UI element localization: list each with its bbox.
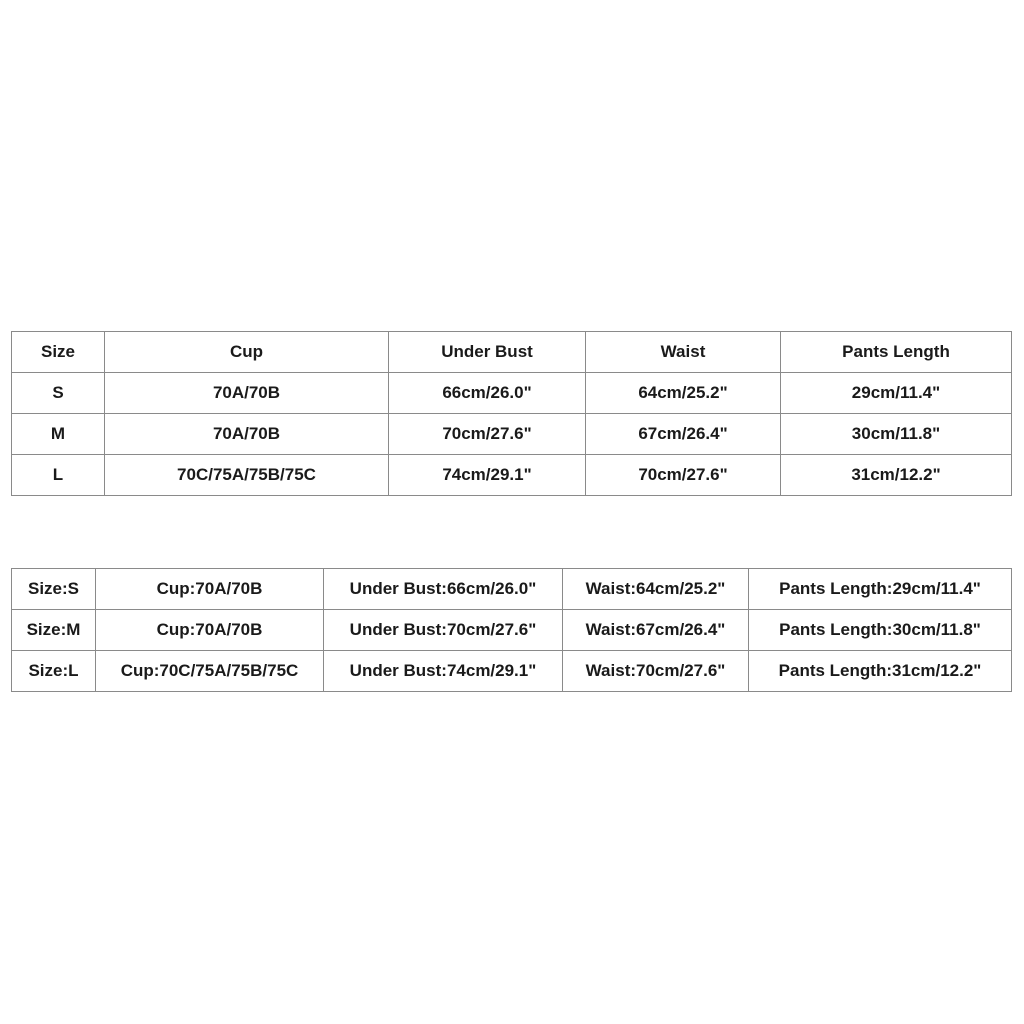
cell-pants-length: 29cm/11.4" (781, 373, 1012, 414)
table-row (12, 414, 1012, 455)
cell-cup: Cup:70A/70B (96, 610, 324, 651)
cell-under-bust: 74cm/29.1" (389, 455, 586, 496)
cell-waist: Waist:64cm/25.2" (563, 569, 749, 610)
cell-cup: 70A/70B (105, 373, 389, 414)
cell-pants-length: Pants Length:31cm/12.2" (749, 651, 1012, 692)
cell-cup: Cup:70C/75A/75B/75C (96, 651, 324, 692)
header-waist: Waist (586, 332, 781, 373)
cell-size: S (12, 373, 105, 414)
cell-under-bust: Under Bust:70cm/27.6" (324, 610, 563, 651)
size-chart-table (11, 331, 1012, 496)
table-header-row (12, 332, 1012, 373)
cell-under-bust: Under Bust:74cm/29.1" (324, 651, 563, 692)
table-row (12, 373, 1012, 414)
table-row (12, 610, 1012, 651)
cell-under-bust: 66cm/26.0" (389, 373, 586, 414)
cell-size: Size:M (12, 610, 96, 651)
cell-size: M (12, 414, 105, 455)
cell-pants-length: 31cm/12.2" (781, 455, 1012, 496)
cell-waist: 67cm/26.4" (586, 414, 781, 455)
cell-size: Size:L (12, 651, 96, 692)
cell-waist: 64cm/25.2" (586, 373, 781, 414)
cell-pants-length: Pants Length:30cm/11.8" (749, 610, 1012, 651)
cell-size: L (12, 455, 105, 496)
cell-cup: 70C/75A/75B/75C (105, 455, 389, 496)
cell-pants-length: Pants Length:29cm/11.4" (749, 569, 1012, 610)
cell-pants-length: 30cm/11.8" (781, 414, 1012, 455)
cell-waist: Waist:70cm/27.6" (563, 651, 749, 692)
cell-cup: Cup:70A/70B (96, 569, 324, 610)
cell-size: Size:S (12, 569, 96, 610)
cell-under-bust: 70cm/27.6" (389, 414, 586, 455)
size-chart-labeled-table (11, 568, 1012, 692)
header-pants-length: Pants Length (781, 332, 1012, 373)
cell-cup: 70A/70B (105, 414, 389, 455)
header-size: Size (12, 332, 105, 373)
table-row (12, 569, 1012, 610)
header-cup: Cup (105, 332, 389, 373)
cell-under-bust: Under Bust:66cm/26.0" (324, 569, 563, 610)
cell-waist: 70cm/27.6" (586, 455, 781, 496)
header-under-bust: Under Bust (389, 332, 586, 373)
cell-waist: Waist:67cm/26.4" (563, 610, 749, 651)
table-row (12, 455, 1012, 496)
table-row (12, 651, 1012, 692)
